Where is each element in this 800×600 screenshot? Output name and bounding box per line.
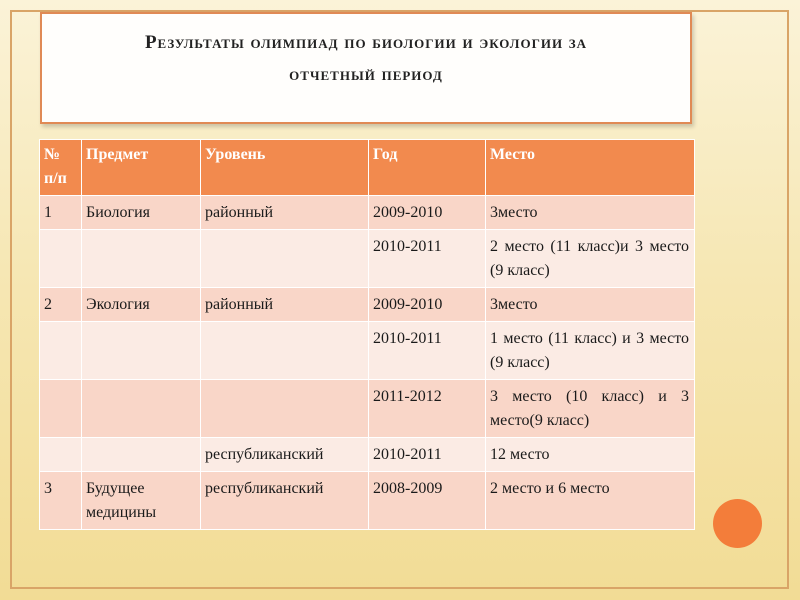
table-row <box>40 472 695 530</box>
cell-year: 2009-2010 <box>369 288 486 322</box>
cell-place: 2 место и 6 место <box>486 472 695 530</box>
cell-subject: Будущее медицины <box>82 472 201 530</box>
results-table <box>39 139 695 530</box>
header-subject: Предмет <box>82 140 201 196</box>
cell-level <box>201 230 369 288</box>
cell-place: 3 место (10 класс) и 3 место(9 класс) <box>486 380 695 438</box>
cell-year: 2010-2011 <box>369 322 486 380</box>
header-number: № п/п <box>40 140 82 196</box>
header-place: Место <box>486 140 695 196</box>
cell-year: 2010-2011 <box>369 230 486 288</box>
cell-place: 3место <box>486 196 695 230</box>
title-box <box>40 12 692 124</box>
cell-subject <box>82 380 201 438</box>
cell-subject <box>82 438 201 472</box>
slide-title <box>42 14 690 91</box>
cell-subject: Биология <box>82 196 201 230</box>
cell-subject <box>82 322 201 380</box>
cell-level: республиканский <box>201 438 369 472</box>
cell-number <box>40 322 82 380</box>
cell-subject <box>82 230 201 288</box>
table-row <box>40 322 695 380</box>
cell-level: районный <box>201 288 369 322</box>
cell-place: 12 место <box>486 438 695 472</box>
cell-place: 1 место (11 класс) и 3 место (9 класс) <box>486 322 695 380</box>
cell-year: 2011-2012 <box>369 380 486 438</box>
cell-year: 2010-2011 <box>369 438 486 472</box>
cell-year: 2009-2010 <box>369 196 486 230</box>
slide-title-line-1: Результаты олимпиад по биологии и экологии за <box>144 32 588 53</box>
cell-number <box>40 438 82 472</box>
cell-number: 3 <box>40 472 82 530</box>
table-header-row <box>40 140 695 196</box>
decorative-circle <box>713 499 762 548</box>
cell-number <box>40 380 82 438</box>
cell-level <box>201 380 369 438</box>
header-level: Уровень <box>201 140 369 196</box>
table-row <box>40 288 695 322</box>
cell-number: 2 <box>40 288 82 322</box>
table-row <box>40 196 695 230</box>
table-row <box>40 380 695 438</box>
cell-number: 1 <box>40 196 82 230</box>
cell-level: районный <box>201 196 369 230</box>
cell-level <box>201 322 369 380</box>
slide-title-line-2: отчетный период <box>289 64 443 85</box>
cell-level: республиканский <box>201 472 369 530</box>
cell-year: 2008-2009 <box>369 472 486 530</box>
cell-place: 2 место (11 класс)и 3 место (9 класс) <box>486 230 695 288</box>
table-row <box>40 230 695 288</box>
header-year: Год <box>369 140 486 196</box>
table-row <box>40 438 695 472</box>
cell-subject: Экология <box>82 288 201 322</box>
cell-number <box>40 230 82 288</box>
cell-place: 3место <box>486 288 695 322</box>
